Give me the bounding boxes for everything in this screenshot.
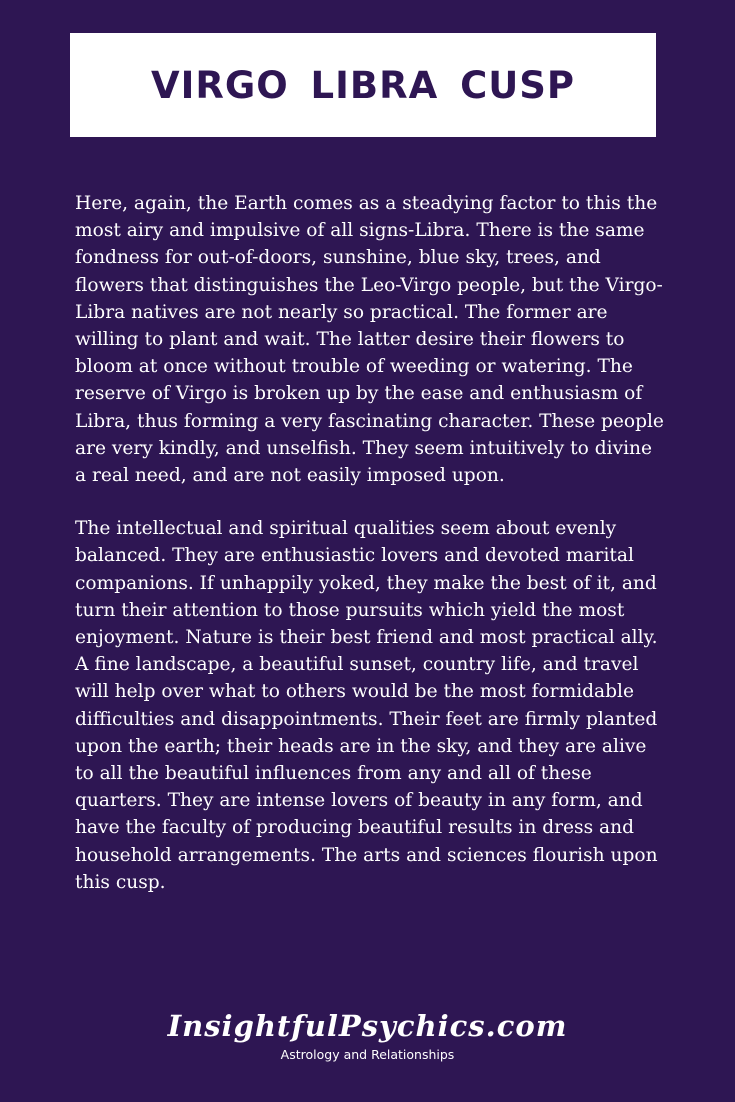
title-box — [70, 33, 656, 137]
paragraph-1: Here, again, the Earth comes as a steadying factor to this the most airy and impulsive of all signs-Libra. There is the same fondness for out-of-doors, sunshine, blue sky, trees, and flowers that distinguishes the Leo-Virgo people, but the Virgo-Libra natives are not nearly so practical. The former are willing to plant and wait. The latter desire their flowers to bloom at once without trouble of weeding or watering. The reserve of Virgo is broken up by the ease and enthusiasm of Libra, thus forming a very fascinating character. These people are very kindly, and unselfish. They seem intuitively to divine a real need, and are not easily imposed upon. — [75, 193, 664, 487]
page-title: VIRGO LIBRA CUSP — [150, 63, 576, 107]
brand-logo-text: InsightfulPsychics.com — [167, 1009, 568, 1043]
footer — [0, 1008, 735, 1064]
article-body — [75, 190, 665, 922]
brand-tagline: Astrology and Relationships — [280, 1047, 455, 1062]
paragraph-2: The intellectual and spiritual qualities seem about evenly balanced. They are enthusiastic lovers and devoted marital companions. If unhappily yoked, they make the best of it, and turn their attention to those pursuits which yield the most enjoyment. Nature is their best friend and most practical ally. A fine landscape, a beautiful sunset, country life, and travel will help over what to others would be the most formidable difficulties and disappointments. Their feet are firmly planted upon the earth; their heads are in the sky, and they are alive to all the beautiful influences from any and all of these quarters. They are intense lovers of beauty in any form, and have the faculty of producing beautiful results in dress and household arrangements. The arts and sciences flourish upon this cusp. — [75, 518, 658, 893]
